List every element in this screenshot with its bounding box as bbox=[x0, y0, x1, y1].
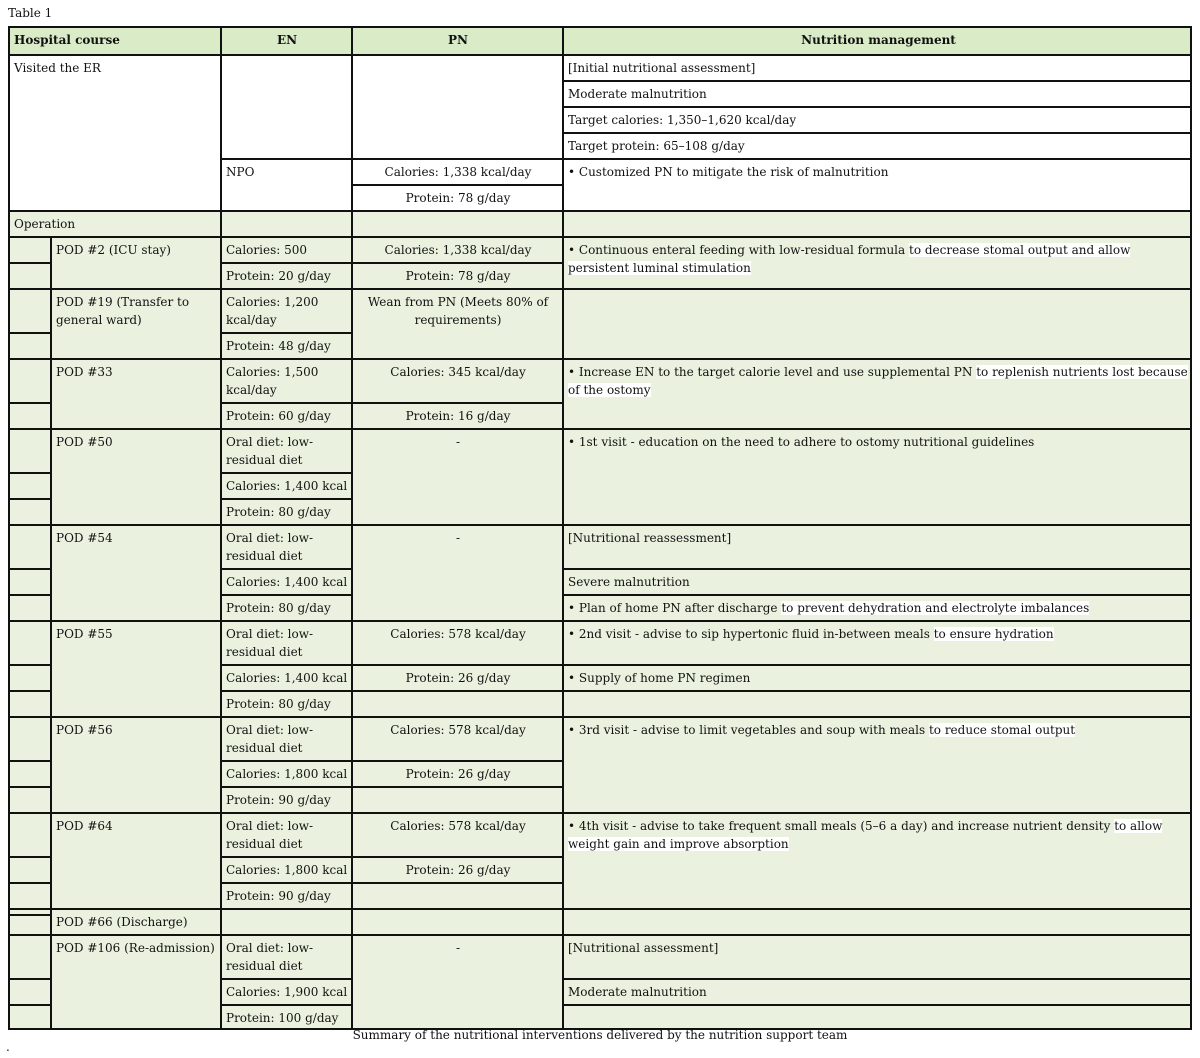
pn-cell-empty bbox=[351, 908, 562, 934]
header-nutrition-management: Nutrition management bbox=[562, 28, 1192, 54]
er-note: • Customized PN to mitigate the risk of malnutrition bbox=[562, 158, 1192, 210]
mgmt-cell: Moderate malnutrition bbox=[562, 978, 1192, 1004]
mgmt-cell: [Nutritional reassessment] bbox=[562, 524, 1192, 568]
pod-label: POD #56 bbox=[50, 716, 220, 812]
en-cell: Protein: 90 g/day bbox=[220, 786, 351, 812]
en-cell: Oral diet: low-residual diet bbox=[220, 812, 351, 856]
operation-pn-empty bbox=[351, 210, 562, 236]
mgmt-cell-empty bbox=[562, 1004, 1192, 1030]
en-cell: Protein: 80 g/day bbox=[220, 594, 351, 620]
mgmt-highlight: to prevent dehydration and electrolyte imbalances bbox=[781, 601, 1090, 615]
pn-cell: Protein: 16 g/day bbox=[351, 402, 562, 428]
en-cell: Calories: 500 bbox=[220, 236, 351, 262]
er-en-npo: NPO bbox=[220, 158, 351, 210]
en-cell: Calories: 1,400 kcal bbox=[220, 472, 351, 498]
pod-label: POD #19 (Transfer to general ward) bbox=[50, 288, 220, 358]
en-cell: Calories: 1,400 kcal bbox=[220, 664, 351, 690]
indent-cell bbox=[10, 914, 50, 934]
pod-label: POD #2 (ICU stay) bbox=[50, 236, 220, 288]
en-cell: Oral diet: low-residual diet bbox=[220, 716, 351, 760]
pn-cell: Calories: 578 kcal/day bbox=[351, 620, 562, 664]
en-cell: Protein: 60 g/day bbox=[220, 402, 351, 428]
indent-cell bbox=[10, 428, 50, 472]
er-pn-calories: Calories: 1,338 kcal/day bbox=[351, 158, 562, 184]
pn-cell-empty bbox=[351, 786, 562, 812]
indent-cell bbox=[10, 568, 50, 594]
table-label: Table 1 bbox=[8, 6, 53, 20]
indent-cell bbox=[10, 236, 50, 262]
mgmt-text: • 3rd visit - advise to limit vegetables and soup with meals bbox=[568, 723, 926, 737]
pod-label: POD #64 bbox=[50, 812, 220, 908]
mgmt-highlight: to replenish nutrients lost because of the ostomy bbox=[568, 365, 1188, 397]
pn-cell: - bbox=[351, 524, 562, 620]
indent-cell bbox=[10, 620, 50, 664]
pod-label: POD #54 bbox=[50, 524, 220, 620]
indent-cell bbox=[10, 472, 50, 498]
en-cell: Calories: 1,800 kcal bbox=[220, 760, 351, 786]
mgmt-highlight: to decrease stomal output and allow persistent luminal stimulation bbox=[568, 243, 1131, 275]
pod-label: POD #66 (Discharge) bbox=[50, 908, 220, 934]
mgmt-text: • 2nd visit - advise to sip hypertonic fluid in-between meals bbox=[568, 627, 930, 641]
en-cell: Protein: 100 g/day bbox=[220, 1004, 351, 1030]
mgmt-cell bbox=[562, 620, 1192, 664]
indent-cell bbox=[10, 786, 50, 812]
mgmt-highlight: to reduce stomal output bbox=[928, 723, 1076, 737]
pn-cell: Protein: 26 g/day bbox=[351, 760, 562, 786]
mgmt-cell: Severe malnutrition bbox=[562, 568, 1192, 594]
trailing-mark: . bbox=[6, 1040, 10, 1054]
mgmt-cell bbox=[562, 594, 1192, 620]
mgmt-cell-empty bbox=[562, 288, 1192, 358]
pod-label: POD #33 bbox=[50, 358, 220, 428]
mgmt-text: • Continuous enteral feeding with low-residual formula bbox=[568, 243, 906, 257]
indent-cell bbox=[10, 402, 50, 428]
mgmt-cell: • 1st visit - education on the need to adhere to ostomy nutritional guidelines bbox=[562, 428, 1192, 524]
mgmt-cell bbox=[562, 716, 1192, 812]
indent-cell bbox=[10, 358, 50, 402]
pn-cell: Protein: 78 g/day bbox=[351, 262, 562, 288]
pn-cell: - bbox=[351, 428, 562, 524]
pn-cell-empty bbox=[351, 690, 562, 716]
en-cell: Calories: 1,900 kcal bbox=[220, 978, 351, 1004]
indent-cell bbox=[10, 760, 50, 786]
indent-cell bbox=[10, 716, 50, 760]
en-cell: Protein: 80 g/day bbox=[220, 498, 351, 524]
mgmt-cell bbox=[562, 812, 1192, 908]
pod-label: POD #55 bbox=[50, 620, 220, 716]
mgmt-cell: • Supply of home PN regimen bbox=[562, 664, 1192, 690]
pn-cell: Calories: 345 kcal/day bbox=[351, 358, 562, 402]
er-mgmt-2: Moderate malnutrition bbox=[562, 80, 1192, 106]
en-cell: Oral diet: low-residual diet bbox=[220, 524, 351, 568]
mgmt-highlight: to ensure hydration bbox=[933, 627, 1054, 641]
pn-cell: Wean from PN (Meets 80% of requirements) bbox=[351, 288, 562, 358]
er-en-empty bbox=[220, 54, 351, 158]
pn-cell: Protein: 26 g/day bbox=[351, 664, 562, 690]
pn-cell: Calories: 578 kcal/day bbox=[351, 812, 562, 856]
operation-en-empty bbox=[220, 210, 351, 236]
er-label: Visited the ER bbox=[10, 54, 220, 210]
en-cell: Calories: 1,200 kcal/day bbox=[220, 288, 351, 332]
indent-cell bbox=[10, 332, 50, 358]
mgmt-text: • Increase EN to the target calorie level and use supplemental PN bbox=[568, 365, 973, 379]
en-cell: Protein: 48 g/day bbox=[220, 332, 351, 358]
header-hospital-course: Hospital course bbox=[10, 28, 220, 54]
indent-cell bbox=[10, 524, 50, 568]
header-en: EN bbox=[220, 28, 351, 54]
en-cell: Protein: 20 g/day bbox=[220, 262, 351, 288]
er-pn-empty bbox=[351, 54, 562, 158]
pn-cell: Protein: 26 g/day bbox=[351, 856, 562, 882]
pn-cell-empty bbox=[351, 882, 562, 908]
en-cell: Oral diet: low-residual diet bbox=[220, 428, 351, 472]
indent-cell bbox=[10, 690, 50, 716]
pn-cell: - bbox=[351, 934, 562, 1030]
operation-label: Operation bbox=[10, 210, 220, 236]
mgmt-cell-empty bbox=[562, 690, 1192, 716]
er-pn-protein: Protein: 78 g/day bbox=[351, 184, 562, 210]
indent-cell bbox=[10, 262, 50, 288]
er-mgmt-3: Target calories: 1,350–1,620 kcal/day bbox=[562, 106, 1192, 132]
indent-cell bbox=[10, 934, 50, 978]
pn-cell: Calories: 1,338 kcal/day bbox=[351, 236, 562, 262]
pod-label: POD #106 (Re-admission) bbox=[50, 934, 220, 1030]
indent-cell bbox=[10, 498, 50, 524]
en-cell: Oral diet: low-residual diet bbox=[220, 620, 351, 664]
pod-label: POD #50 bbox=[50, 428, 220, 524]
mgmt-cell: [Nutritional assessment] bbox=[562, 934, 1192, 978]
operation-mgmt-empty bbox=[562, 210, 1192, 236]
en-cell: Calories: 1,400 kcal bbox=[220, 568, 351, 594]
indent-cell bbox=[10, 812, 50, 856]
indent-cell bbox=[10, 1004, 50, 1030]
indent-cell bbox=[10, 594, 50, 620]
mgmt-cell-empty bbox=[562, 908, 1192, 934]
en-cell: Oral diet: low-residual diet bbox=[220, 934, 351, 978]
er-mgmt-1: [Initial nutritional assessment] bbox=[562, 54, 1192, 80]
en-cell: Protein: 90 g/day bbox=[220, 882, 351, 908]
en-cell: Calories: 1,800 kcal bbox=[220, 856, 351, 882]
mgmt-text: • Plan of home PN after discharge bbox=[568, 601, 778, 615]
header-pn: PN bbox=[351, 28, 562, 54]
en-cell: Calories: 1,500 kcal/day bbox=[220, 358, 351, 402]
mgmt-text: • 4th visit - advise to take frequent small meals (5–6 a day) and increase nutrient density bbox=[568, 819, 1111, 833]
table-caption: Summary of the nutritional interventions delivered by the nutrition support team bbox=[352, 1028, 848, 1042]
en-cell: Protein: 80 g/day bbox=[220, 690, 351, 716]
indent-cell bbox=[10, 856, 50, 882]
mgmt-cell bbox=[562, 236, 1192, 288]
en-cell-empty bbox=[220, 908, 351, 934]
er-mgmt-4: Target protein: 65–108 g/day bbox=[562, 132, 1192, 158]
indent-cell bbox=[10, 978, 50, 1004]
indent-cell bbox=[10, 288, 50, 332]
mgmt-highlight: to allow weight gain and improve absorption bbox=[568, 819, 1163, 851]
indent-cell bbox=[10, 882, 50, 908]
mgmt-cell bbox=[562, 358, 1192, 428]
nutrition-table bbox=[8, 26, 1192, 1030]
indent-cell bbox=[10, 664, 50, 690]
pn-cell: Calories: 578 kcal/day bbox=[351, 716, 562, 760]
